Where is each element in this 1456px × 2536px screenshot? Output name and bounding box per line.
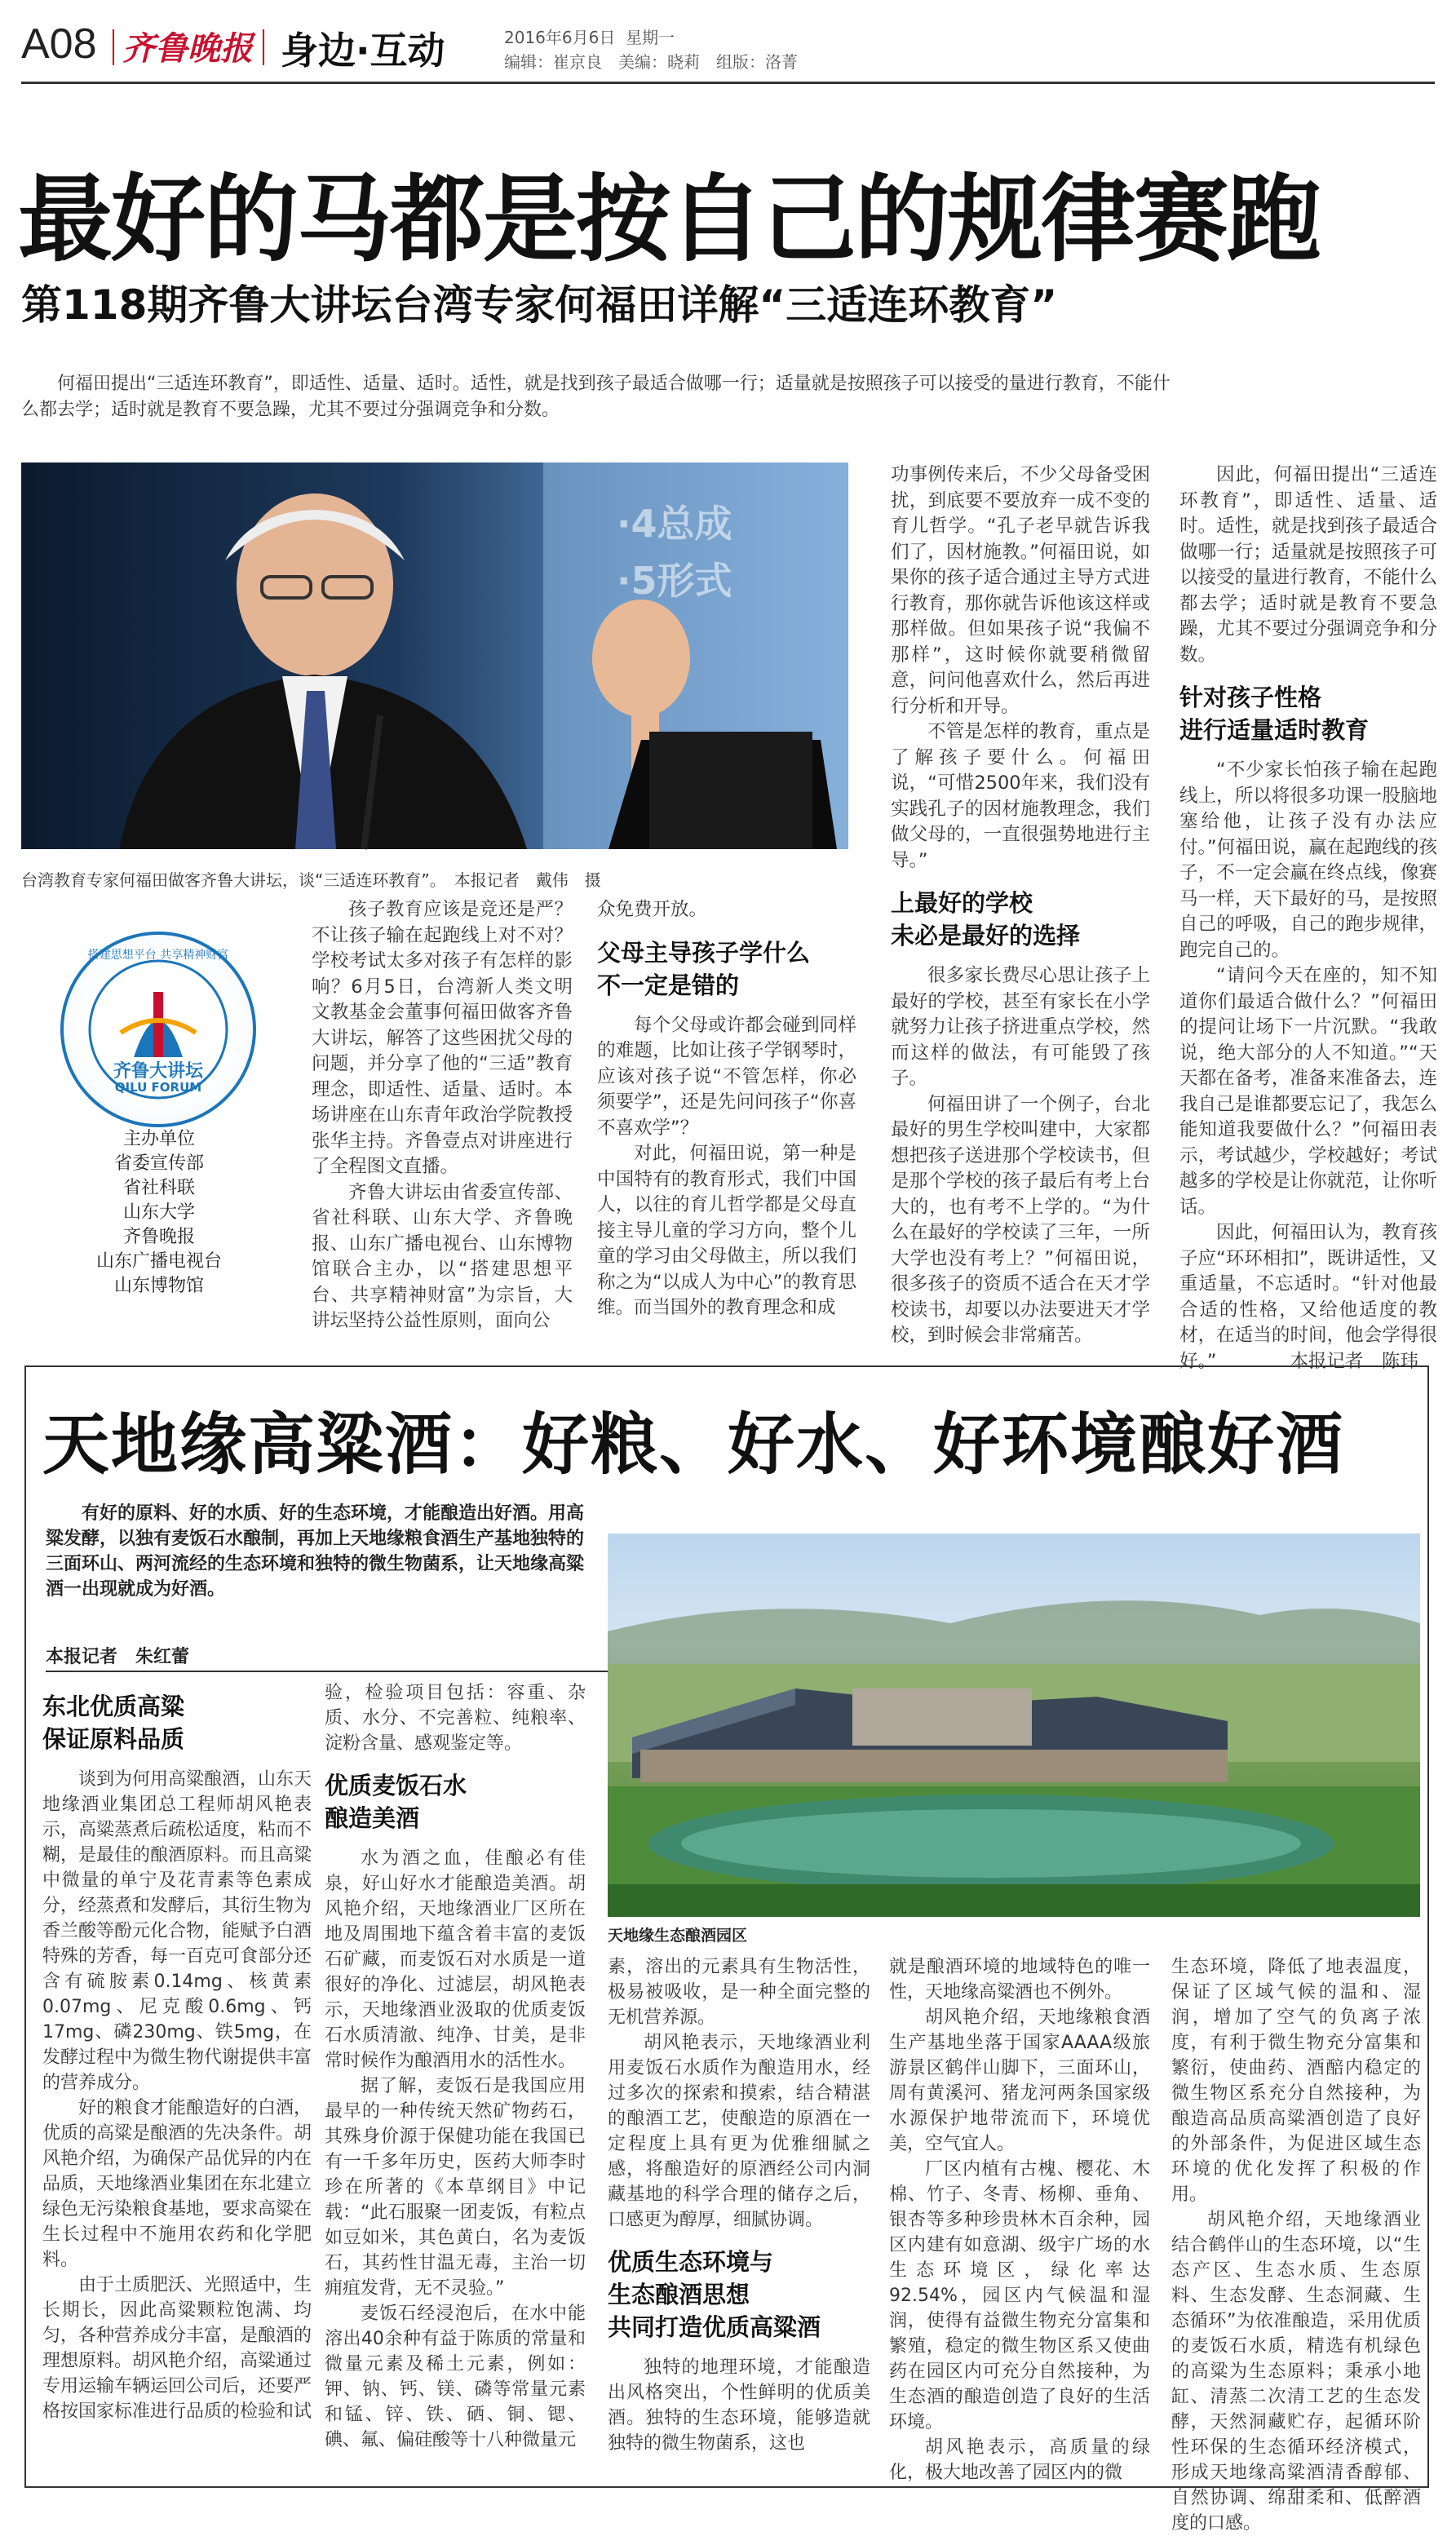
paragraph: 因此，何福田认为，教育孩子应“环环相扣”，既讲适性，又重适量，不忘适时。“针对他最合适的性格，又给他适度的教材，在适当的时间，他会学得很好。” 本报记者 陈玮 xyxy=(1179,1222,1437,1372)
lead-paragraph: 何福田提出“三适连环教育”，即适性、适量、适时。适性，就是找到孩子最适合做哪一行；适量就是按照孩子可以接受的量进行教育，不能什么都去学；适时就是教育不要急躁，尤其不要过分强调竞争和分数。 xyxy=(21,374,1171,420)
advertorial-column-4 xyxy=(889,1954,1150,2483)
paragraph: 孩子教育应该是竞还是严？不让孩子输在起跑线上对不对？学校考试太多对孩子有怎样的影响？6月5日，台湾新人类文明文教基金会董事何福田做客齐鲁大讲坛，解答了这些困扰父母的问题，并分享了他的“三适”教育理念，即适性、适量、适时。本场讲座在山东青年政治学院教授张华主持。齐鲁壹点对讲座进行了全程图文直播。 xyxy=(312,899,573,1177)
forum-emblem xyxy=(64,935,253,1124)
paragraph: 齐鲁大讲坛由省委宣传部、省社科联、山东大学、齐鲁晚报、山东广播电视台、山东博物馆联合主办，以“搭建思想平台、共享精神财富”为宗旨，大讲坛坚持公益性原则，面向公 xyxy=(312,1181,573,1331)
paragraph: 因此，何福田提出“三适连环教育”，即适性、适量、适时。适性，就是找到孩子最适合做哪一行；适量就是按照孩子可以接受的量进行教育，不能什么都去学；适时就是教育不要急躁，尤其不要过分强调竞争和分数。 xyxy=(1179,464,1437,666)
paragraph: 素，溶出的元素具有生物活性，极易被吸收，是一种全面完整的无机营养源。 xyxy=(608,1957,870,2028)
logo-name: 齐鲁大讲坛 xyxy=(113,1061,203,1082)
lecture-photo xyxy=(21,462,848,849)
newspaper-logo: 齐鲁晚报 xyxy=(122,29,253,68)
paragraph: 生态环境，降低了地表温度，保证了区域气候的温和、湿润，增加了空气的负离子浓度，有利于微生物充分富集和繁衍，使曲药、酒醅内稳定的微生物区系充分自然接种，为酿造高品质高粱酒创造了良好的外部条件，为促进区域生态环境的优化发挥了积极的作用。 xyxy=(1171,1957,1421,2205)
subheading: 父母主导孩子学什么 不一定是错的 xyxy=(597,938,811,999)
date-text: 2016年6月6日 xyxy=(504,28,616,47)
paragraph: 不管是怎样的教育，重点是了解孩子要什么。何福田说，“可惜2500年来，我们没有实践孔子的因材施教理念，我们做父母的，一直很强势地进行主导。” xyxy=(891,721,1150,871)
paragraph: “请问今天在座的，知不知道你们最适合做什么？”何福田的提问让场下一片沉默。“我敢说，绝大部分的人不知道。”“天天都在备考，准备来准备去，连我自己是谁都要忘记了，我怎么能知道我要做什么？”何福田表示，考试越少，学校越好；考试越多的学校是让你就范，让你听话。 xyxy=(1179,965,1437,1218)
paragraph: 据了解，麦饭石是我国应用最早的一种传统天然矿物药石，其殊身价源于保健功能在我国已有一千多年历史，医药大师李时珍在所著的《本草纲目》中记载：“此石服聚一团麦饭，有粒点如豆如米，其色黄白，名为麦饭石，其药性甘温无毒，主治一切痈疽发背，无不灵验。” xyxy=(325,2076,586,2299)
advertorial-column-3 xyxy=(608,1954,870,2476)
photo-caption: 台湾教育专家何福田做客齐鲁大讲坛，谈“三适连环教育”。 本报记者 戴伟 摄 xyxy=(21,870,601,890)
advertorial-lead: 有好的原料、好的水质、好的生态环境，才能酿造出好酒。用高粱发酵，以独有麦饭石水酿制，再加上天地缘粮食酒生产基地独特的三面环山、两河流经的生态环境和独特的微生物菌系，让天地缘高粱酒一出现就成为好酒。 xyxy=(46,1503,585,1600)
forum-logo xyxy=(60,932,256,1127)
paragraph: 独特的地理环境，才能酿造出风格突出，个性鲜明的优质美酒。独特的生态环境，能够造就独特的微生物菌系，这也 xyxy=(608,2357,870,2454)
sponsor-item: 齐鲁晚报 xyxy=(122,1227,195,1247)
sponsor-item: 省社科联 xyxy=(122,1178,195,1198)
editor-credits: 编辑：崔京良 美编：晓莉 组版：洛菁 xyxy=(504,52,798,72)
masthead-rule xyxy=(21,82,1435,84)
masthead-divider xyxy=(113,29,114,65)
paragraph: 众免费开放。 xyxy=(597,899,708,920)
paragraph: 胡风艳介绍，天地缘酒业结合鹤伴山的生态环境，以“生态产区、生态水质、生态原料、生态发酵、生态洞藏、生态循环”为依准酿造，采用优质的麦饭石水质，精选有机绿色的高粱为生态原料；秉承小地缸、清蒸二次清工艺的生态发酵，天然洞藏贮存，起循环阶性环保的生态循环经济模式，形成天地缘高粱酒清香醇郁、自然协调、绵甜柔和、低醉酒度的口感。 xyxy=(1171,2210,1421,2534)
distillery-photo xyxy=(608,1534,1420,1917)
paragraph: 胡风艳表示，天地缘酒业利用麦饭石水质作为酿造用水，经过多次的探索和摸索，结合精湛的酿酒工艺，使酿造的原酒在一定程度上具有更为优雅细腻之感，将酿造好的原酒经公司内洞藏基地的科学合理的储存之后，口感更为醇厚，细腻协调。 xyxy=(608,2033,870,2230)
paragraph: 就是酿酒环境的地域特色的唯一性，天地缘高粱酒也不例外。 xyxy=(889,1957,1150,2003)
paragraph: 每个父母或许都会碰到同样的难题，比如让孩子学钢琴时，应该对孩子说“不管怎样，你必须要学”，还是先问问孩子“你喜不喜欢学”？ xyxy=(597,1014,856,1139)
paragraph: 由于土质肥沃、光照适中，生长期长，因此高粱颗粒饱满、均匀，各种营养成分丰富，是酿酒的理想原料。胡风艳介绍，高粱通过专用运输车辆运回公司后，还要严格按国家标准进行品质的检验和试 xyxy=(42,2275,312,2422)
advertorial-column-2 xyxy=(325,1680,586,2478)
sponsor-item: 山东广播电视台 xyxy=(95,1251,222,1272)
sponsor-item: 省委宣传部 xyxy=(113,1153,204,1174)
paragraph: 对此，何福田说，第一种是中国特有的教育形式，我们中国人，以往的育儿哲学都是父母直接主导儿童的学习方向，整个儿童的学习由父母做主，所以我们称之为“以成人为中心”的教育思维。而当国外的教育理念和成 xyxy=(597,1143,856,1318)
sponsor-item: 山东博物馆 xyxy=(113,1276,204,1296)
sponsor-list xyxy=(49,1127,269,1299)
advertorial-column-1 xyxy=(42,1687,312,2478)
paragraph: 胡风艳介绍，天地缘粮食酒生产基地坐落于国家AAAA级旅游景区鹤伴山脚下，三面环山，周有黄溪河、猪龙河两条国家级水源保护地带流而下，环境优美，空气宜人。 xyxy=(889,2007,1150,2154)
issue-date xyxy=(504,24,675,48)
article1-column-1 xyxy=(312,897,573,1338)
paragraph: 功事例传来后，不少父母备受困扰，到底要不要放弃一成不变的育儿哲学。“孔子老早就告诉我们了，因材施教。”何福田说，如果你的孩子适合通过主导方式进行教育，那你就告诉他该这样或那样做。但如果孩子说“我偏不那样”，这时候你就要稍微留意，问问他喜欢什么，然后再进行分析和开导。 xyxy=(891,464,1150,717)
byline-rule xyxy=(46,1671,617,1672)
logo-tagline: 搭建思想平台 共享精神财富 xyxy=(87,949,229,962)
paragraph: 麦饭石经浸泡后，在水中能溶出40余种有益于陈质的常量和微量元素及稀土元素，例如：钾、钠、钙、镁、磷等常量元素和锰、锌、铁、硒、铜、锶、碘、氟、偏硅酸等十八种微量元 xyxy=(325,2304,586,2450)
sponsor-item: 主办单位 xyxy=(122,1129,195,1149)
paragraph: 验，检验项目包括：容重、杂质、水分、不完善粒、纯粮率、淀粉含量、感观鉴定等。 xyxy=(325,1683,586,1754)
paragraph: 好的粮食才能酿造好的白酒，优质的高粱是酿酒的先决条件。胡风艳介绍，为确保产品优异的内在品质，天地缘酒业集团在东北建立绿色无污染粮食基地，要求高粱在生长过程中不施用农药和化学肥料。 xyxy=(42,2098,312,2270)
subheading: 优质生态环境与 生态酿酒思想 共同打造优质高粱酒 xyxy=(608,2248,821,2341)
paragraph: 谈到为何用高粱酿酒，山东天地缘酒业集团总工程师胡风艳表示，高粱蒸煮后疏松适度，粘而不糊，是最佳的酿酒原料。而且高粱中微量的单宁及花青素等色素成分，经蒸煮和发酵后，其衍生物为香兰酸等酚元化合物，能赋予白酒特殊的芳香，每一百克可食部分还含有硫胺素0.14mg、核黄素0.07mg、尼克酸0.6mg、钙17mg、磷230mg、铁5mg，在发酵过程中为微生物代谢提供丰富的营养成分。 xyxy=(42,1769,312,2093)
subheadline: 第118期齐鲁大讲坛台湾专家何福田详解“三适连环教育” xyxy=(21,281,1058,329)
slide-text: ·4总成 ·5形式 xyxy=(617,502,732,603)
subheading: 东北优质高粱 保证原料品质 xyxy=(42,1693,185,1753)
logo-english: QILU FORUM xyxy=(114,1080,202,1095)
article1-column-4 xyxy=(1179,462,1437,1372)
distillery-photo-art xyxy=(608,1534,1420,1917)
paragraph: 水为酒之血，佳酿必有佳泉，好山好水才能酿造美酒。胡风艳介绍，天地缘酒业厂区所在地及周围地下蕴含着丰富的麦饭石矿藏，而麦饭石对水质是一道很好的净化、过滤层，胡风艳表示，天地缘酒业汲取的优质麦饭石水质清澈、纯净、甘美，是非常时候作为酿酒用水的活性水。 xyxy=(325,1848,586,2071)
paragraph: “不少家长怕孩子输在起跑线上，所以将很多功课一股脑地塞给他，让孩子没有办法应付。”何福田说，赢在起跑线的孩子，不一定会赢在终点线，像赛马一样，天下最好的马，是按照自己的呼吸，自己的跑步规律，跑完自己的。 xyxy=(1179,759,1437,961)
advertorial-headline: 天地缘高粱酒：好粮、好水、好环境酿好酒 xyxy=(42,1406,1345,1484)
article1-column-3 xyxy=(891,462,1150,1346)
section-name: 身边·互动 xyxy=(281,29,445,73)
headline: 最好的马都是按自己的规律赛跑 xyxy=(18,165,1320,275)
paragraph: 胡风艳表示，高质量的绿化，极大地改善了园区内的微 xyxy=(889,2437,1150,2483)
paragraph: 很多家长费尽心思让孩子上最好的学校，甚至有家长在小学就努力让孩子挤进重点学校，然而这样的做法，有可能毁了孩子。 xyxy=(891,965,1150,1089)
paragraph: 厂区内植有古槐、樱花、木棉、竹子、冬青、杨柳、垂角、银杏等多种珍贵林木百余种，园区内建有如意湖、级宇广场的水生态环境区，绿化率达92.54%，园区内气候温和湿润，使得有益微生物充分富集和繁殖，稳定的微生物区系又使曲药在园区内可充分自然接种，为生态酒的酿造创造了良好的生活环境。 xyxy=(889,2159,1150,2432)
page-number: A08 xyxy=(21,20,97,68)
weekday-text: 星期一 xyxy=(626,28,675,47)
masthead-divider-2 xyxy=(263,29,264,65)
subheading: 针对孩子性格 进行适量适时教育 xyxy=(1179,684,1370,744)
subheading: 优质麦饭石水 酿造美酒 xyxy=(325,1772,467,1832)
distillery-caption: 天地缘生态酿酒园区 xyxy=(608,1927,748,1945)
sponsor-item: 山东大学 xyxy=(122,1202,195,1223)
advertorial-column-5 xyxy=(1171,1954,1421,2534)
advertorial-byline: 本报记者 朱红蕾 xyxy=(46,1647,190,1667)
paragraph: 何福田讲了一个例子，台北最好的男生学校叫建中，大家都想把孩子送进那个学校读书，但是那个学校的孩子最后有考上台大的，也有考不上学的。“为什么在最好的学校读了三年，一所大学也没有考上？”何福田说，很多孩子的资质不适合在天才学校读书，却要以办法要进天才学校，到时候会非常痛苦。 xyxy=(891,1093,1150,1346)
subheading: 上最好的学校 未必是最好的选择 xyxy=(891,889,1081,949)
article1-column-2 xyxy=(597,897,856,1338)
